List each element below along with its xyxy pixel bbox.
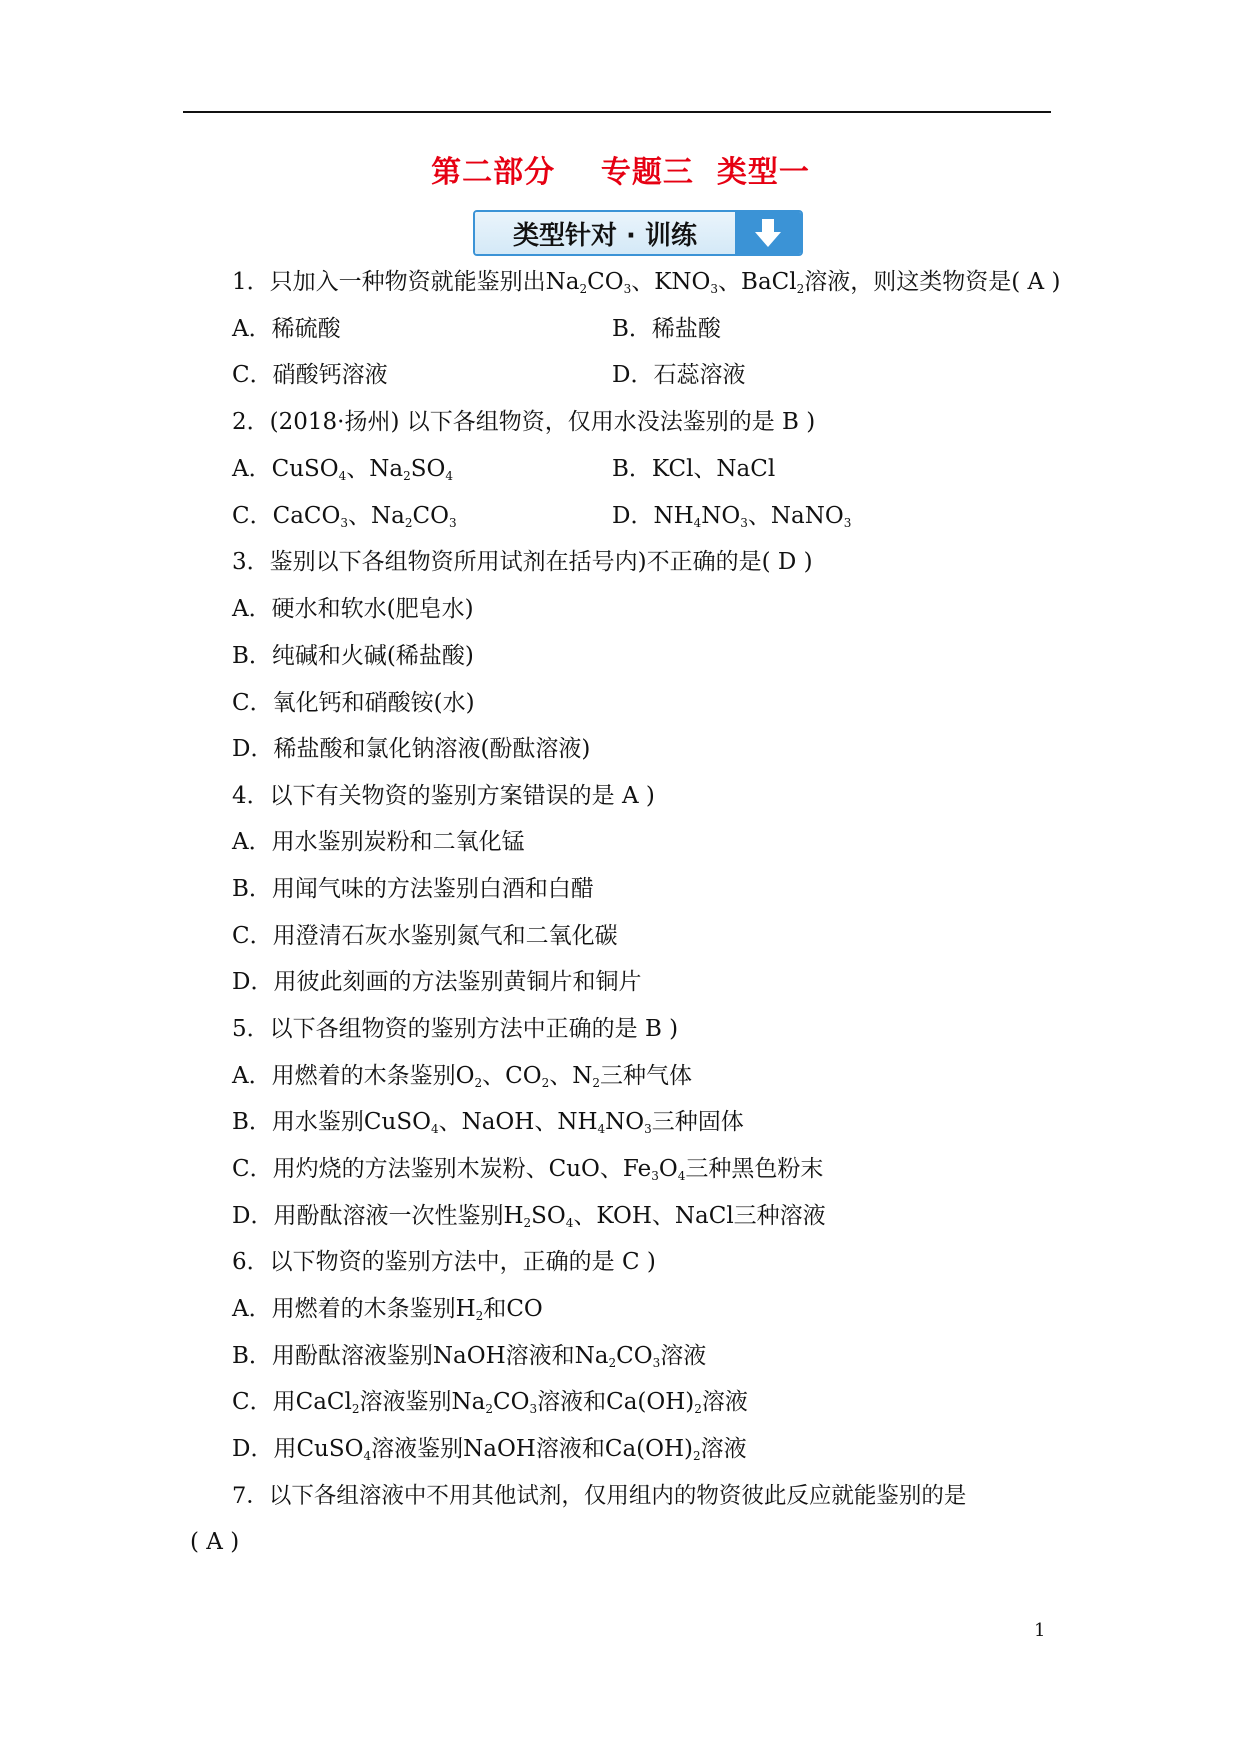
q4-option-c: C．用澄清石灰水鉴别氮气和二氧化碳 — [232, 923, 618, 949]
q2-option-a: A．CuSO$_4$、$Na_2SO_4$ — [232, 456, 454, 483]
q1-option-c: C．硝酸钙溶液 — [232, 362, 388, 388]
q1-option-b: B．稀盐酸 — [612, 316, 721, 342]
question-5-stem: 5．以下各组物资的鉴别方法中正确的是 B ) — [232, 1016, 679, 1042]
q2-option-c: C．CaCO$_3$、$Na_2CO_3$ — [232, 503, 457, 530]
q6-option-a: A．用燃着的木条鉴别$H_2$和CO — [232, 1296, 543, 1323]
section-banner — [473, 210, 803, 256]
q6-option-b: B．用酚酞溶液鉴别NaOH溶液和$Na_2CO_3$溶液 — [232, 1343, 707, 1370]
question-2-stem: 2．(2018·扬州) 以下各组物资，仅用水没法鉴别的是 B ) — [232, 409, 816, 435]
banner-label: 类型针对 · 训练 — [475, 212, 735, 254]
question-1-stem: 1．只加入一种物资就能鉴别出$Na_2CO_3$、$KNO_3$、BaCl$_2$溶液，则这类物资是( A ) — [232, 269, 1061, 296]
q1-option-a: A．稀硫酸 — [232, 316, 341, 342]
question-6-stem: 6．以下物资的鉴别方法中，正确的是 C ) — [232, 1249, 656, 1275]
q4-option-a: A．用水鉴别炭粉和二氧化锰 — [232, 829, 525, 855]
question-7-answer: ( A ) — [190, 1529, 240, 1555]
question-4-stem: 4．以下有关物资的鉴别方案错误的是 A ) — [232, 783, 655, 809]
page-title: 第二部分 专题三 类型一 — [431, 155, 810, 190]
q5-option-b: B．用水鉴别CuSO$_4$、NaOH、$NH_4NO_3$三种固体 — [232, 1109, 744, 1136]
q6-option-c: C．用CaCl$_2$溶液鉴别$Na_2CO_3$溶液和$Ca(OH)_2$溶液 — [232, 1389, 748, 1416]
q3-option-a: A．硬水和软水(肥皂水) — [232, 596, 474, 622]
q4-option-d: D．用彼此刻画的方法鉴别黄铜片和铜片 — [232, 969, 642, 995]
q2-option-d: D．$NH_4NO_3$、NaNO$_3$ — [612, 503, 852, 530]
q3-option-c: C．氧化钙和硝酸铵(水) — [232, 690, 475, 716]
page-number: 1 — [1034, 1620, 1046, 1641]
q3-option-d: D．稀盐酸和氯化钠溶液(酚酞溶液) — [232, 736, 591, 762]
q2-option-b: B．KCl、NaCl — [612, 456, 776, 482]
q5-option-a: A．用燃着的木条鉴别$O_2$、$CO_2$、$N_2$三种气体 — [232, 1063, 692, 1090]
q5-option-d: D．用酚酞溶液一次性鉴别$H_2SO_4$、KOH、NaCl三种溶液 — [232, 1203, 826, 1230]
q1-option-d: D．石蕊溶液 — [612, 362, 746, 388]
q5-option-c: C．用灼烧的方法鉴别木炭粉、CuO、$Fe_3O_4$三种黑色粉末 — [232, 1156, 824, 1183]
question-7-stem: 7．以下各组溶液中不用其他试剂，仅用组内的物资彼此反应就能鉴别的是 — [232, 1483, 967, 1509]
q6-option-d: D．用CuSO$_4$溶液鉴别NaOH溶液和$Ca(OH)_2$溶液 — [232, 1436, 747, 1463]
q3-option-b: B．纯碱和火碱(稀盐酸) — [232, 643, 474, 669]
question-3-stem: 3．鉴别以下各组物资所用试剂在括号内)不正确的是( D ) — [232, 549, 813, 575]
q4-option-b: B．用闻气味的方法鉴别白酒和白醋 — [232, 876, 594, 902]
header-rule — [183, 111, 1051, 113]
down-arrow-icon — [735, 212, 801, 254]
